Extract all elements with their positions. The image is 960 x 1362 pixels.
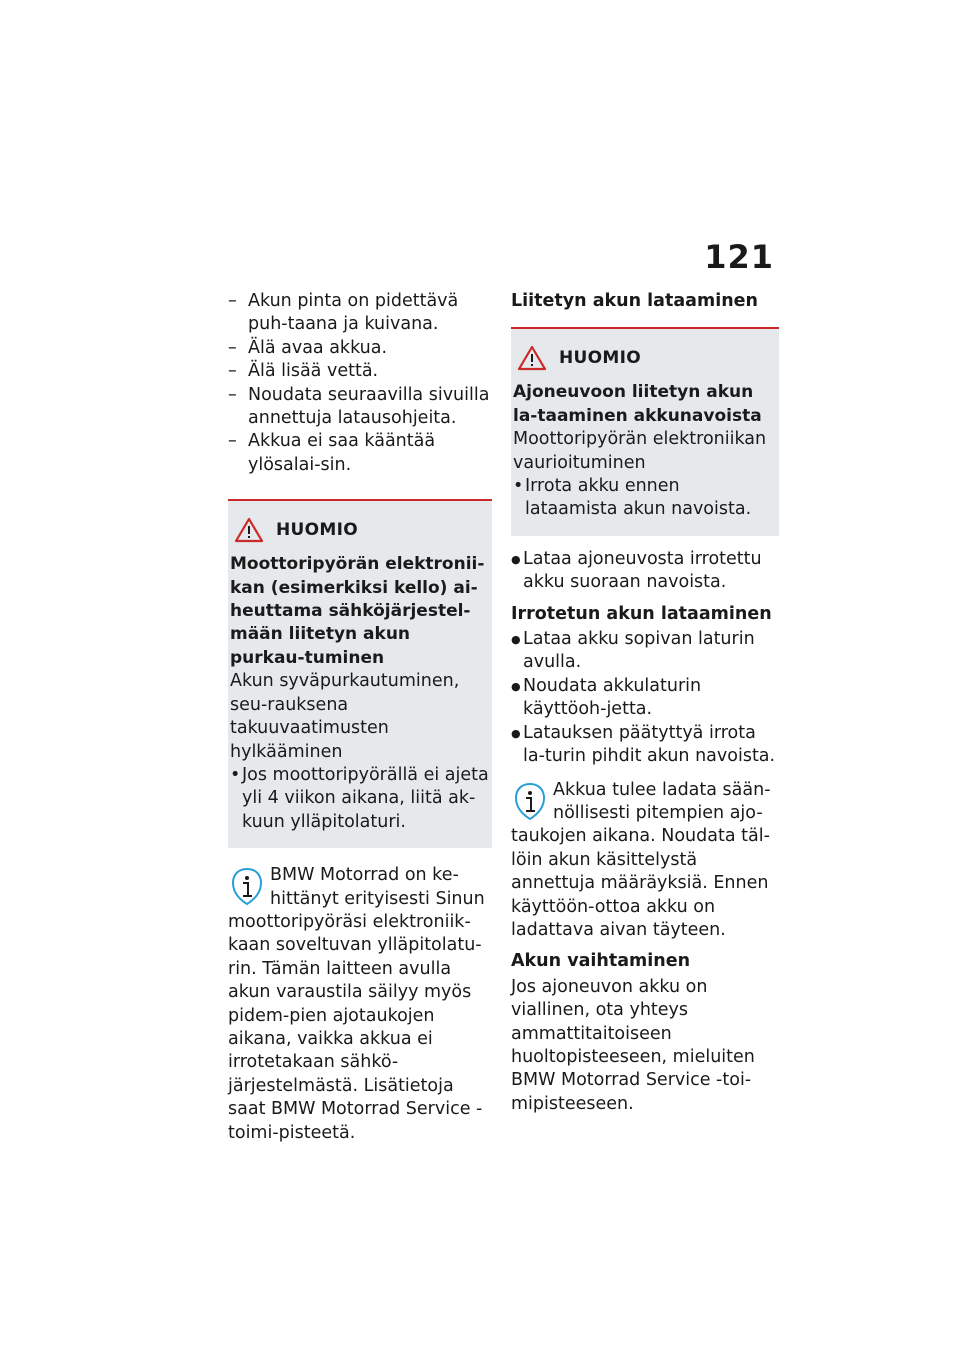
list-item: • Irrota akku ennen lataamista akun navoista.	[513, 475, 777, 522]
warning-icon	[234, 517, 264, 543]
list-item: – Akkua ei saa kääntää ylösalai-sin.	[228, 430, 492, 477]
notice-box	[228, 499, 492, 848]
notice-box	[511, 327, 779, 535]
notice-header	[230, 513, 490, 547]
info-text: BMW Motorrad on ke-hittänyt erityisesti Sinun moottoripyöräsi elektroniik-kaan soveltuvan ylläpitolatu-rin. Tämän laitteen avulla akun varaustila säilyy myös pidem-pien ajotaukojen aikana, vaikka akkua ei irrotetakaan sähkö-järjestelmästä. Lisätietoja saat BMW Motorrad Service -toimi-pisteetä.	[228, 865, 485, 1143]
info-block	[511, 779, 779, 943]
page-number: 121	[704, 238, 774, 276]
list-item: ● Lataa akku sopivan laturin avulla.	[511, 628, 779, 675]
notice-header	[513, 341, 777, 375]
info-text: Akkua tulee ladata sään-nöllisesti pitempien ajo-taukojen aikana. Noudata täl-löin akun käsittelystä annettuja määräyksiä. Ennen käyttöön-ottoa akku on ladattava aivan täyteen.	[511, 779, 771, 940]
body-text: Jos ajoneuvon akku on viallinen, ota yhteys ammattitaitoiseen huoltopisteeseen, mieluiten BMW Motorrad Service -toi-mipisteeseen.	[511, 976, 755, 1114]
notice-title: HUOMIO	[276, 519, 358, 540]
info-icon	[230, 866, 264, 908]
section-title: Liitetyn akun lataaminen	[511, 291, 758, 311]
list-item: ● Lataa ajoneuvosta irrotettu akku suoraan navoista.	[511, 548, 779, 595]
notice-text: Moottoripyörän elektroniikan vaurioituminen	[513, 429, 767, 473]
notice-text: Akun syväpurkautuminen, seu-rauksena takuuvaatimusten hylkääminen	[230, 671, 460, 762]
charging-steps	[511, 548, 779, 595]
right-column	[511, 290, 779, 1116]
charging-steps	[511, 628, 779, 768]
section-title: Akun vaihtaminen	[511, 951, 691, 972]
list-item: – Noudata seuraavilla sivuilla annettuja latausohjeita.	[228, 384, 492, 431]
section-title: Irrotetun akun lataaminen	[511, 603, 772, 624]
list-item: – Akun pinta on pidettävä puh-taana ja kuivana.	[228, 290, 492, 337]
left-column	[228, 290, 492, 1145]
notice-bullets	[513, 475, 777, 522]
list-item: – Älä lisää vettä.	[228, 360, 492, 383]
info-block	[228, 864, 492, 1145]
notice-title: HUOMIO	[559, 347, 641, 368]
notice-heading: Ajoneuvoon liitetyn akun la-taaminen akkunavoista	[513, 382, 762, 426]
list-item: ● Noudata akkulaturin käyttöoh-jetta.	[511, 675, 779, 722]
list-item: – Älä avaa akkua.	[228, 337, 492, 360]
info-icon	[513, 781, 547, 823]
list-item: ● Latauksen päätyttyä irrota la-turin pihdit akun navoista.	[511, 722, 779, 769]
notice-heading: Moottoripyörän elektronii-kan (esimerkiksi kello) ai-heuttama sähköjärjestel-mään liitetyn akun purkau-tuminen	[230, 554, 485, 668]
warning-icon	[517, 345, 547, 371]
battery-care-list	[228, 290, 492, 477]
list-item: • Jos moottoripyörällä ei ajeta yli 4 viikon aikana, liitä ak-kuun ylläpitolaturi.	[230, 764, 490, 834]
notice-bullets	[230, 764, 490, 834]
